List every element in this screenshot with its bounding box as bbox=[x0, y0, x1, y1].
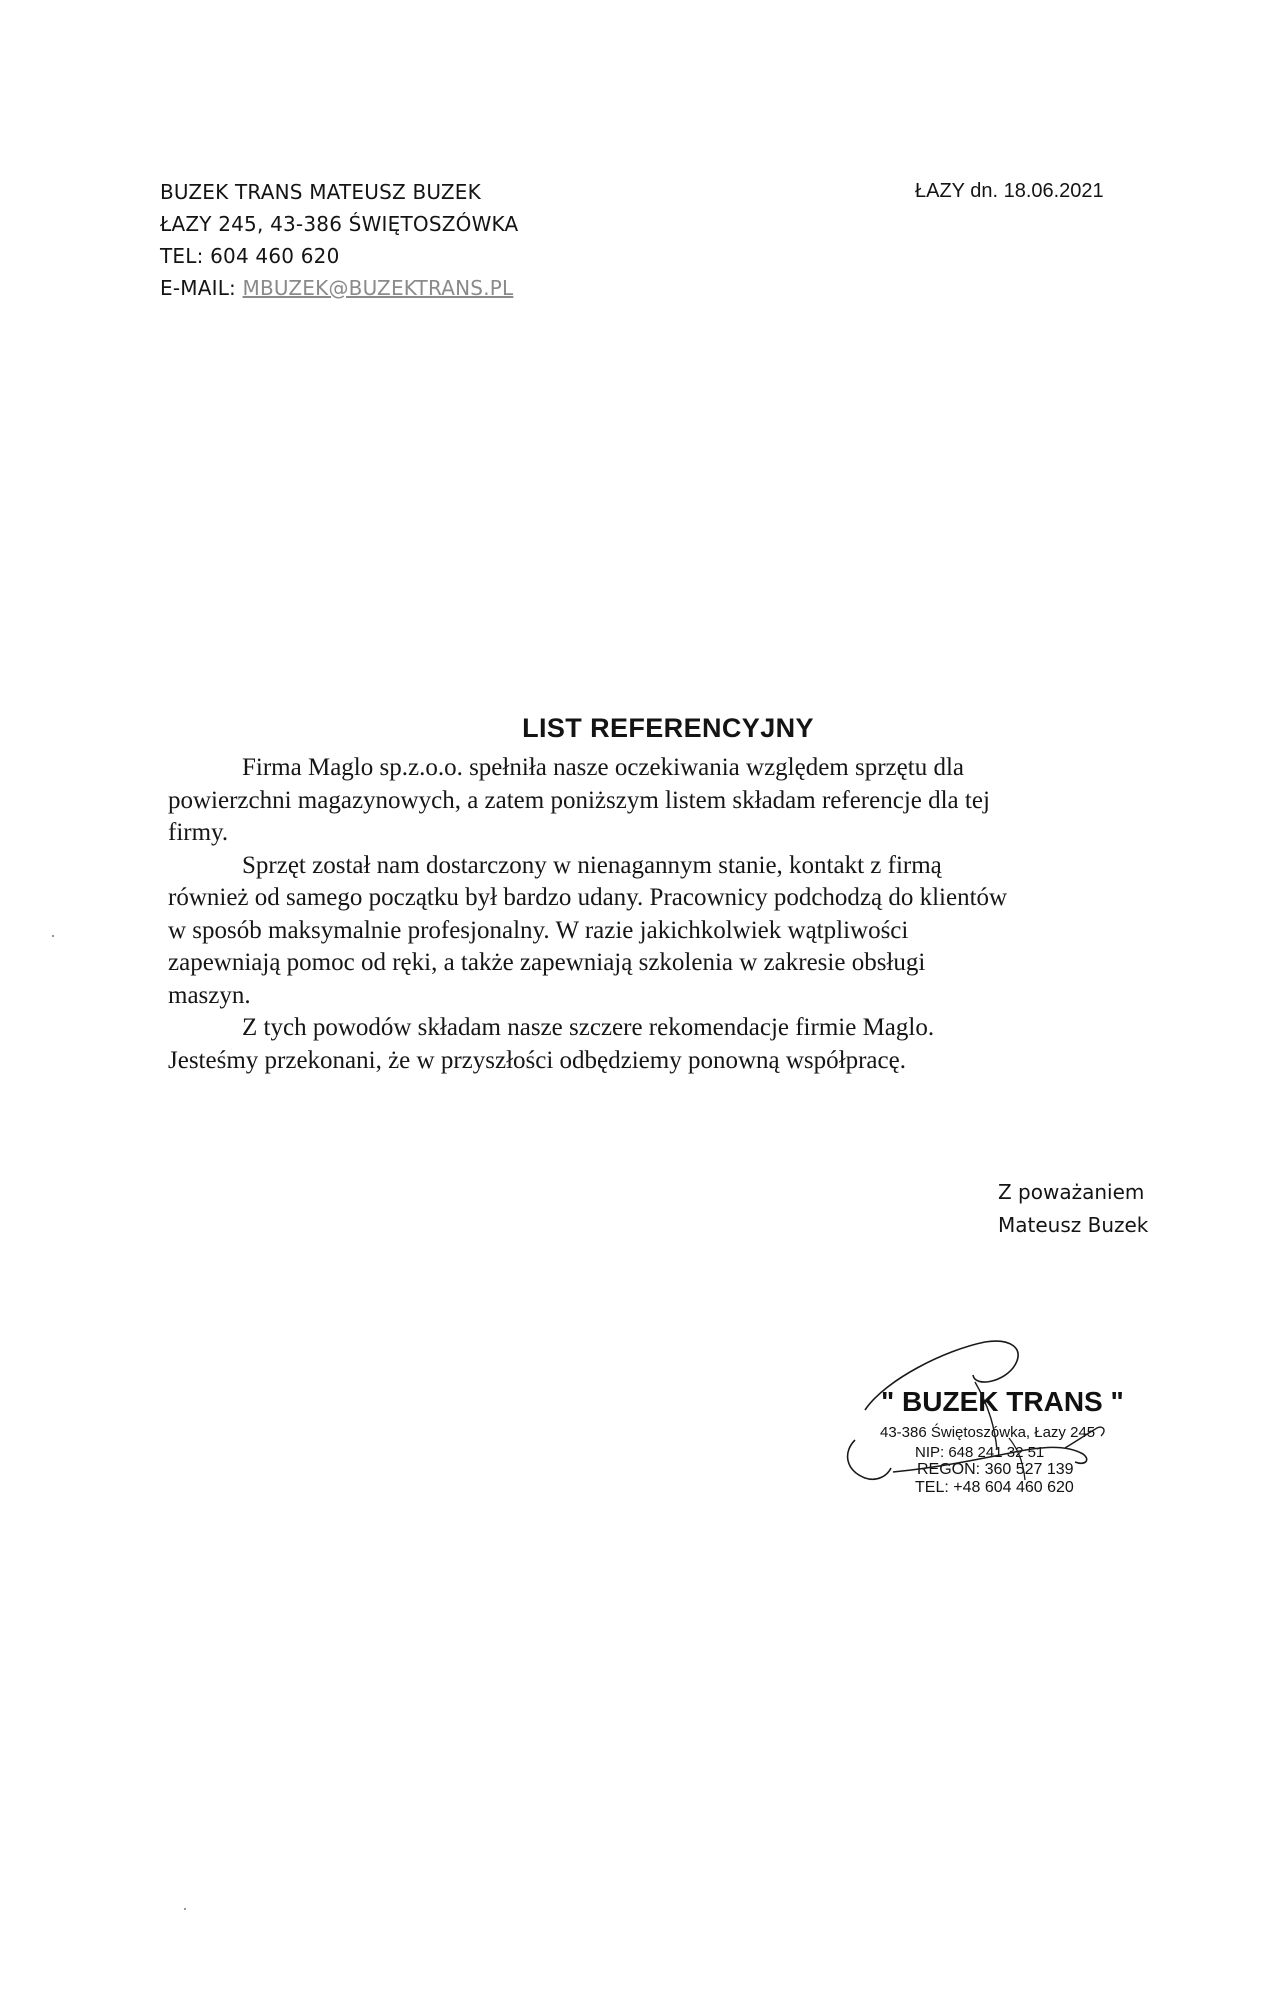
body-line: Sprzęt został nam dostarczony w nienagannym stanie, kontakt z firmą bbox=[242, 851, 942, 879]
sender-phone: TEL: 604 460 620 bbox=[160, 244, 340, 268]
body-line: również od samego początku był bardzo udany. Pracownicy podchodzą do klientów bbox=[168, 884, 1008, 911]
closing-salutation: Z poważaniem bbox=[998, 1180, 1145, 1204]
sender-address: ŁAZY 245, 43-386 ŚWIĘTOSZÓWKA bbox=[160, 212, 519, 236]
stamp-tel: TEL: +48 604 460 620 bbox=[915, 1479, 1074, 1496]
letter-body bbox=[168, 752, 1048, 1077]
sender-block bbox=[160, 176, 518, 304]
closing-block bbox=[998, 1176, 1148, 1242]
place-date: ŁAZY dn. 18.06.2021 bbox=[915, 180, 1104, 202]
sender-email-line bbox=[160, 272, 518, 304]
body-line: Firma Maglo sp.z.o.o. spełniła nasze oczekiwania względem sprzętu dla bbox=[242, 754, 964, 781]
closing-name: Mateusz Buzek bbox=[998, 1213, 1149, 1237]
stamp-regon: REGON: 360 527 139 bbox=[917, 1461, 1074, 1478]
scan-speck bbox=[52, 935, 54, 937]
body-line: powierzchni magazynowych, a zatem poniższym listem składam referencje dla tej bbox=[168, 786, 990, 814]
body-line: maszyn. bbox=[168, 981, 251, 1009]
body-line: Jesteśmy przekonani, że w przyszłości odbędziemy ponowną współpracę. bbox=[168, 1046, 906, 1074]
stamp-address: 43-386 Świętoszówka, Łazy 245 bbox=[880, 1424, 1096, 1441]
scan-speck bbox=[184, 1908, 186, 1910]
sender-email-link[interactable]: MBUZEK@BUZEKTRANS.PL bbox=[242, 276, 514, 300]
sender-company: BUZEK TRANS MATEUSZ BUZEK bbox=[160, 180, 481, 204]
signature-scribble bbox=[825, 1330, 1155, 1510]
company-stamp bbox=[825, 1330, 1155, 1510]
body-line: w sposób maksymalnie profesjonalny. W razie jakichkolwiek wątpliwości bbox=[168, 916, 909, 944]
body-line: zapewniają pomoc od ręki, a także zapewniają szkolenia w zakresie obsługi bbox=[168, 949, 926, 976]
body-line: firmy. bbox=[168, 819, 229, 846]
body-line: Z tych powodów składam nasze szczere rekomendacje firmie Maglo. bbox=[242, 1014, 935, 1041]
stamp-company: " BUZEK TRANS " bbox=[881, 1386, 1124, 1417]
sender-email-label: E-MAIL: bbox=[160, 276, 243, 300]
letter-title: LIST REFERENCYJNY bbox=[522, 713, 814, 743]
stamp-nip: NIP: 648 241 32 51 bbox=[915, 1444, 1045, 1461]
